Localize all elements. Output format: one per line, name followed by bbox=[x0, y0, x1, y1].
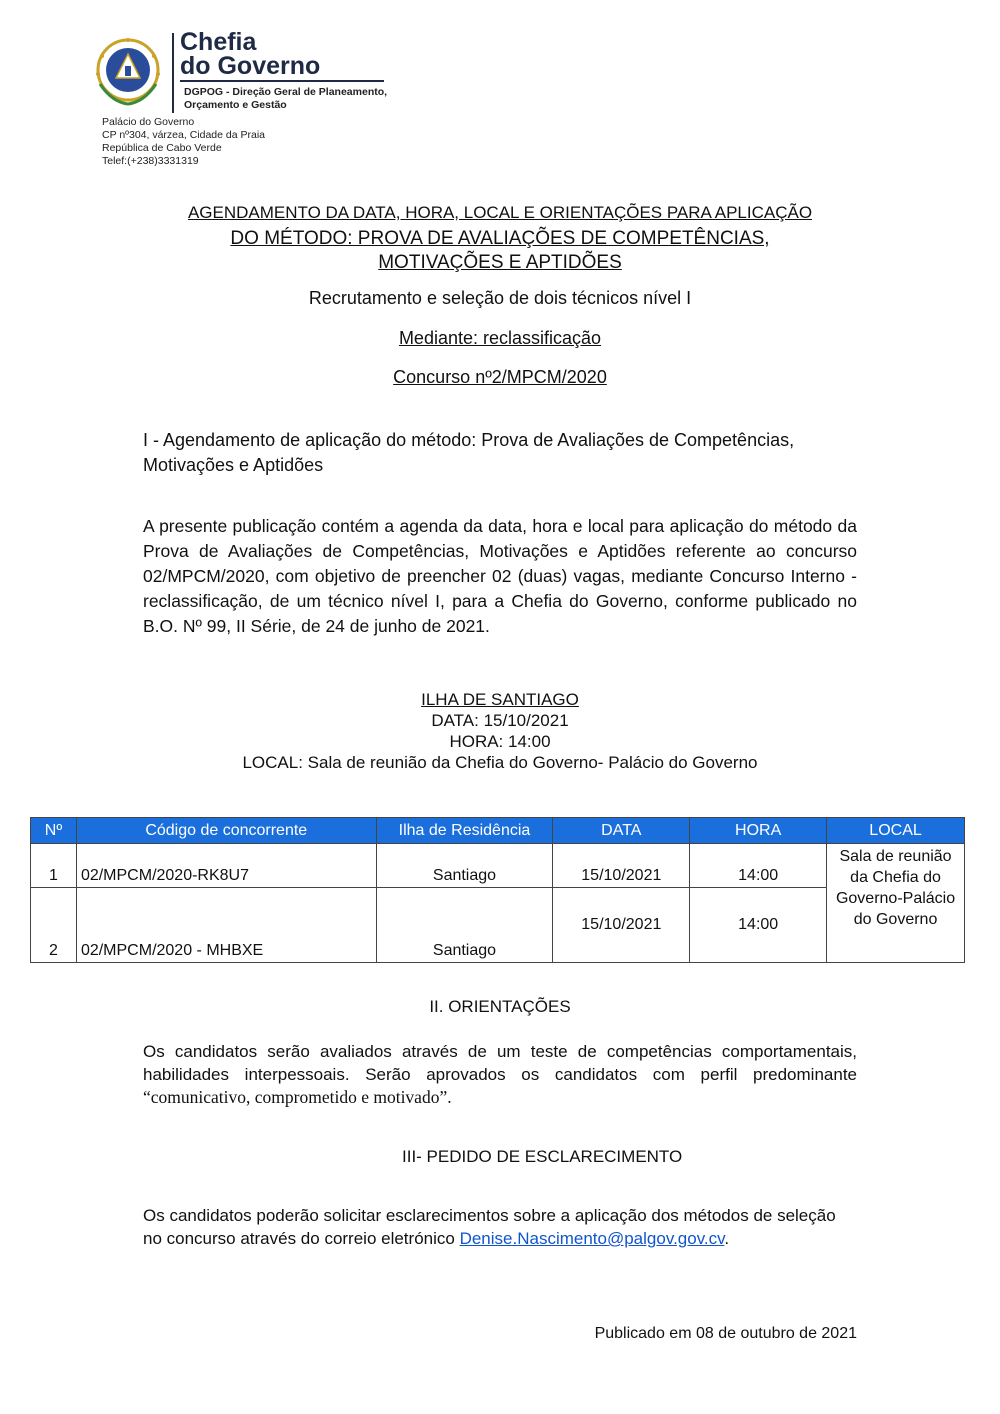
section3-suffix: . bbox=[724, 1229, 730, 1248]
schedule-local: LOCAL: Sala de reunião da Chefia do Governo- Palácio do Governo bbox=[242, 753, 758, 772]
schedule-date: DATA: 15/10/2021 bbox=[431, 711, 569, 730]
section1-heading: I - Agendamento de aplicação do método: Prova de Avaliações de Competências, Motivações e Aptidões bbox=[143, 430, 795, 475]
cell-time: 14:00 bbox=[690, 888, 827, 963]
section1-paragraph: A presente publicação contém a agenda da data, hora e local para aplicação do método da Prova de Avaliações de Competências, Motivações e Aptidões referente ao concurso 02/MPCM/2020, com objetivo de preencher 02 (duas) vagas, mediante Concurso Interno - reclassificação, de um técnico nível I, para a Chefia do Governo, conforme publicado no B.O. Nº 99, II Série, de 24 de junho de 2021. bbox=[143, 516, 857, 636]
org-title-line1: Chefia bbox=[180, 28, 257, 56]
contest-subtitle bbox=[100, 367, 900, 388]
section3-heading: III- PEDIDO DE ESCLARECIMENTO bbox=[402, 1147, 683, 1166]
table-row bbox=[31, 888, 965, 963]
header-cell-time: HORA bbox=[690, 818, 827, 844]
header-cell-number: Nº bbox=[31, 818, 77, 844]
section3-text: Os candidatos poderão solicitar esclarecimentos sobre a aplicação dos métodos de seleção no concurso através do correio eletrónico bbox=[143, 1206, 836, 1248]
mode-text: Mediante: reclassificação bbox=[398, 328, 602, 348]
address-line: República de Cabo Verde bbox=[102, 142, 222, 154]
mode-subtitle bbox=[100, 328, 900, 349]
cell-island: Santiago bbox=[376, 844, 553, 888]
org-underline bbox=[180, 80, 384, 82]
cell-code: 02/MPCM/2020-RK8U7 bbox=[76, 844, 376, 888]
island-heading: ILHA DE SANTIAGO bbox=[421, 690, 579, 709]
email-link[interactable]: Denise.Nascimento@palgov.gov.cv bbox=[459, 1229, 725, 1248]
section2-text: Os candidatos serão avaliados através de um teste de competências comportamentais, habilidades interpessoais. Serão aprovados os candidatos com perfil predominante bbox=[143, 1042, 857, 1084]
section2-quote: “comunicativo, comprometido e motivado”. bbox=[143, 1087, 452, 1107]
cabo-verde-coat-of-arms-icon bbox=[92, 36, 164, 108]
cell-code: 02/MPCM/2020 - MHBXE bbox=[76, 888, 376, 963]
section2-paragraph bbox=[143, 1040, 857, 1109]
title-line2-3 bbox=[100, 227, 900, 275]
org-title-line2: do Governo bbox=[180, 52, 321, 80]
cell-date: 15/10/2021 bbox=[553, 844, 690, 888]
header-cell-local: LOCAL bbox=[827, 818, 965, 844]
section3-paragraph bbox=[143, 1204, 857, 1250]
table-row bbox=[31, 844, 965, 888]
title-line2: DO MÉTODO: PROVA DE AVALIAÇÕES DE COMPETÊNCIAS, bbox=[230, 228, 770, 249]
org-title bbox=[180, 30, 320, 78]
header-cell-date: DATA bbox=[553, 818, 690, 844]
address-block bbox=[102, 116, 265, 168]
recruitment-subtitle: Recrutamento e seleção de dois técnicos nível I bbox=[308, 288, 692, 308]
schedule-block bbox=[100, 689, 900, 773]
address-line: CP nº304, várzea, Cidade da Praia bbox=[102, 129, 265, 141]
address-line: Telef:(+238)3331319 bbox=[102, 155, 199, 167]
org-subtitle-line2: Orçamento e Gestão bbox=[184, 99, 287, 111]
cell-date: 15/10/2021 bbox=[553, 888, 690, 963]
contest-text: Concurso nº2/MPCM/2020 bbox=[393, 367, 607, 387]
title-line1: AGENDAMENTO DA DATA, HORA, LOCAL E ORIENTAÇÕES PARA APLICAÇÃO bbox=[187, 203, 813, 222]
cell-number: 2 bbox=[31, 888, 77, 963]
title-line3: MOTIVAÇÕES E APTIDÕES bbox=[378, 252, 622, 273]
org-vertical-rule bbox=[172, 33, 174, 113]
header-cell-code: Código de concorrente bbox=[76, 818, 376, 844]
cell-island: Santiago bbox=[376, 888, 553, 963]
table-header-row bbox=[31, 818, 965, 844]
publication-date: Publicado em 08 de outubro de 2021 bbox=[594, 1325, 857, 1342]
header-cell-island: Ilha de Residência bbox=[376, 818, 553, 844]
org-subtitle bbox=[184, 86, 387, 112]
org-subtitle-line1: DGPOG - Direção Geral de Planeamento, bbox=[184, 86, 388, 98]
schedule-time: HORA: 14:00 bbox=[449, 732, 551, 751]
cell-number: 1 bbox=[31, 844, 77, 888]
address-line: Palácio do Governo bbox=[102, 116, 195, 128]
cell-time: 14:00 bbox=[690, 844, 827, 888]
section2-heading: II. ORIENTAÇÕES bbox=[429, 997, 571, 1016]
schedule-table bbox=[30, 817, 965, 963]
cell-local: Sala de reunião da Chefia do Governo-Palácio do Governo bbox=[827, 844, 965, 963]
